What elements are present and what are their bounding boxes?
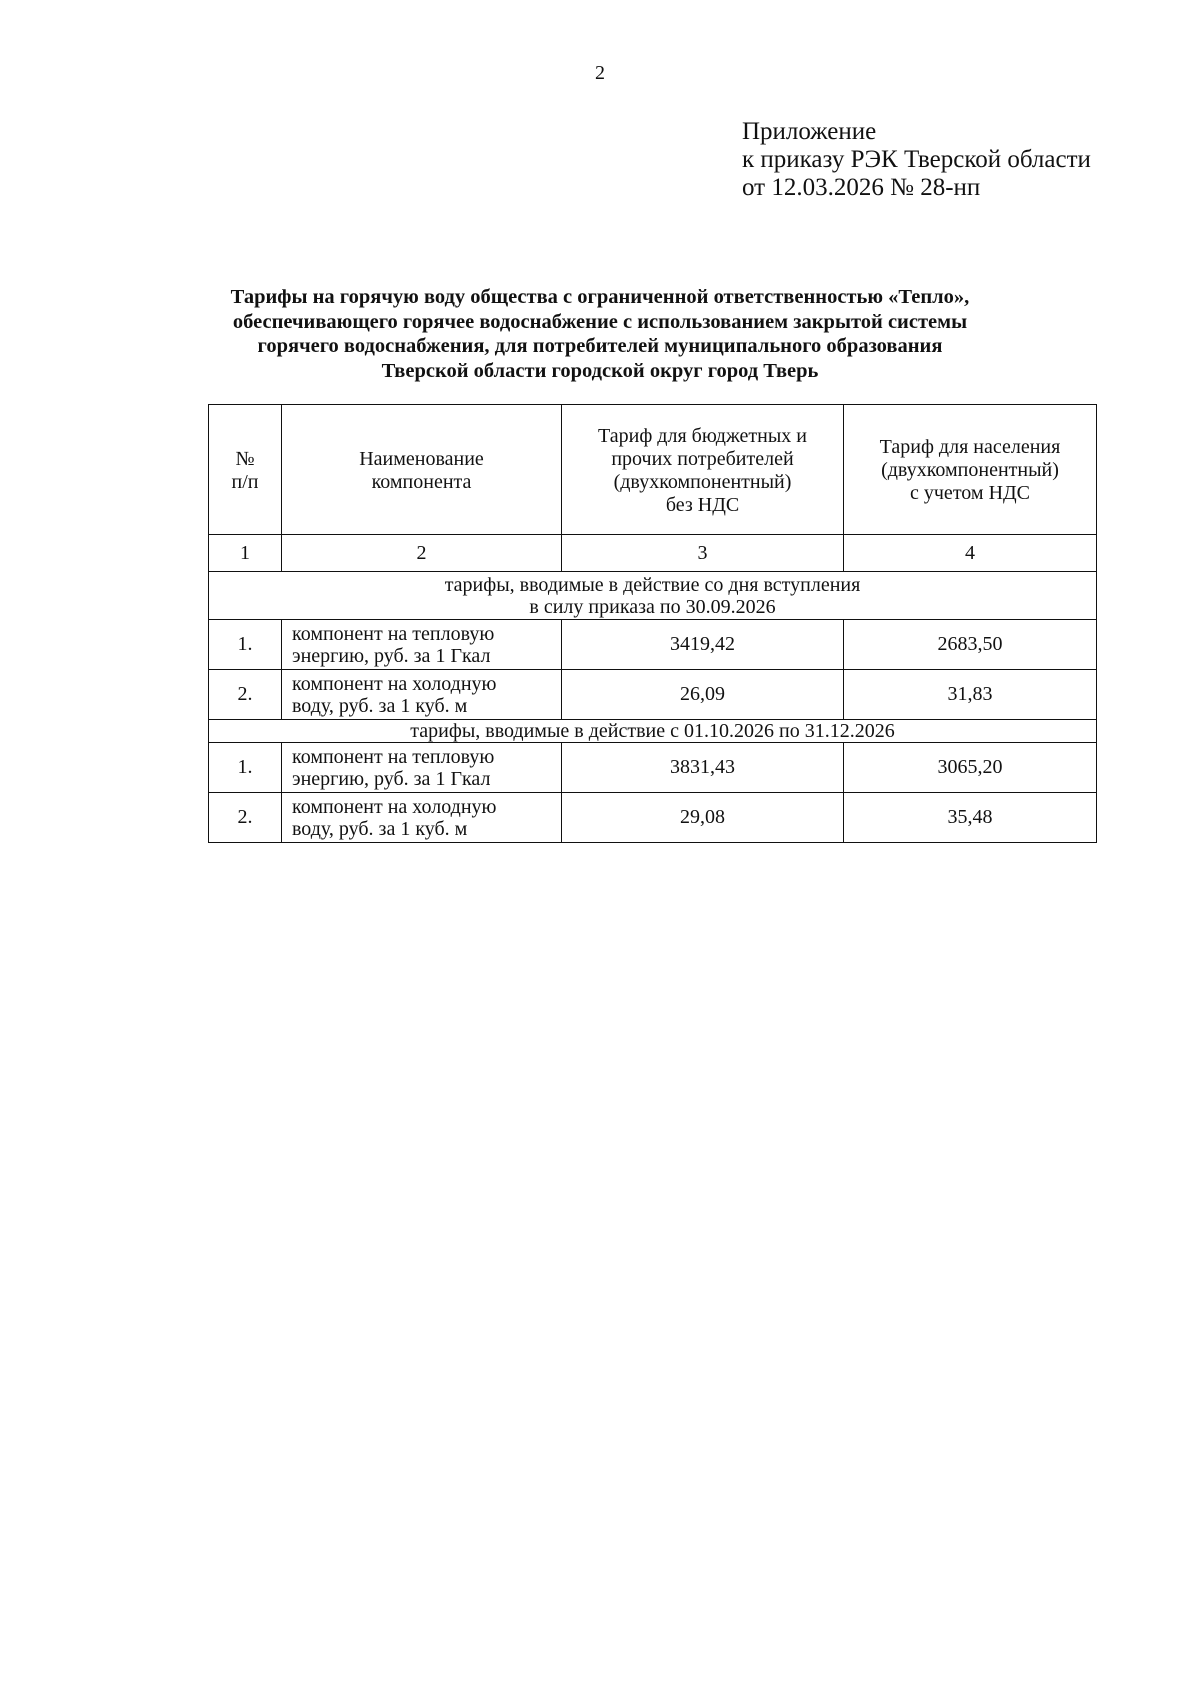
document-title	[150, 285, 1050, 383]
table-row	[209, 620, 1097, 670]
table-index-row	[209, 535, 1097, 572]
row-num: 1.	[209, 743, 282, 793]
table-header-row	[209, 405, 1097, 535]
appendix-line: к приказу РЭК Тверской области	[742, 146, 1091, 173]
appendix-line: Приложение	[742, 118, 877, 145]
appendix-block	[742, 118, 1091, 202]
index-cell: 2	[282, 535, 562, 572]
row-population-value: 2683,50	[844, 620, 1097, 670]
title-line: горячего водоснабжения, для потребителей муниципального образования	[257, 335, 943, 357]
period-label: тарифы, вводимые в действие со дня вступления в силу приказа по 30.09.2026	[209, 572, 1097, 620]
row-budget-value: 26,09	[562, 670, 844, 720]
row-budget-value: 3831,43	[562, 743, 844, 793]
row-budget-value: 29,08	[562, 793, 844, 843]
index-cell: 3	[562, 535, 844, 572]
table-row	[209, 793, 1097, 843]
table-row	[209, 670, 1097, 720]
header-budget-tariff: Тариф для бюджетных и прочих потребителей (двухкомпонентный) без НДС	[562, 405, 844, 535]
row-budget-value: 3419,42	[562, 620, 844, 670]
period-header-row	[209, 572, 1097, 620]
title-line: обеспечивающего горячее водоснабжение с использованием закрытой системы	[232, 310, 968, 333]
row-component-name: компонент на холодную воду, руб. за 1 куб. м	[282, 793, 562, 843]
period-header-row	[209, 720, 1097, 743]
row-num: 2.	[209, 670, 282, 720]
period-label: тарифы, вводимые в действие с 01.10.2026 по 31.12.2026	[209, 720, 1097, 743]
title-line: Тарифы на горячую воду общества с ограниченной ответственностью «Тепло»,	[230, 286, 970, 308]
row-population-value: 31,83	[844, 670, 1097, 720]
page-number: 2	[595, 62, 605, 84]
row-component-name: компонент на тепловую энергию, руб. за 1 Гкал	[282, 620, 562, 670]
table-row	[209, 743, 1097, 793]
tariff-table	[208, 404, 1097, 843]
appendix-line: от 12.03.2026 № 28-нп	[742, 174, 981, 201]
row-component-name: компонент на тепловую энергию, руб. за 1 Гкал	[282, 743, 562, 793]
title-line: Тверской области городской округ город Тверь	[381, 359, 819, 382]
row-num: 2.	[209, 793, 282, 843]
row-num: 1.	[209, 620, 282, 670]
header-num: № п/п	[209, 405, 282, 535]
index-cell: 1	[209, 535, 282, 572]
header-population-tariff: Тариф для населения (двухкомпонентный) с учетом НДС	[844, 405, 1097, 535]
index-cell: 4	[844, 535, 1097, 572]
row-population-value: 3065,20	[844, 743, 1097, 793]
header-name: Наименование компонента	[282, 405, 562, 535]
row-population-value: 35,48	[844, 793, 1097, 843]
row-component-name: компонент на холодную воду, руб. за 1 куб. м	[282, 670, 562, 720]
